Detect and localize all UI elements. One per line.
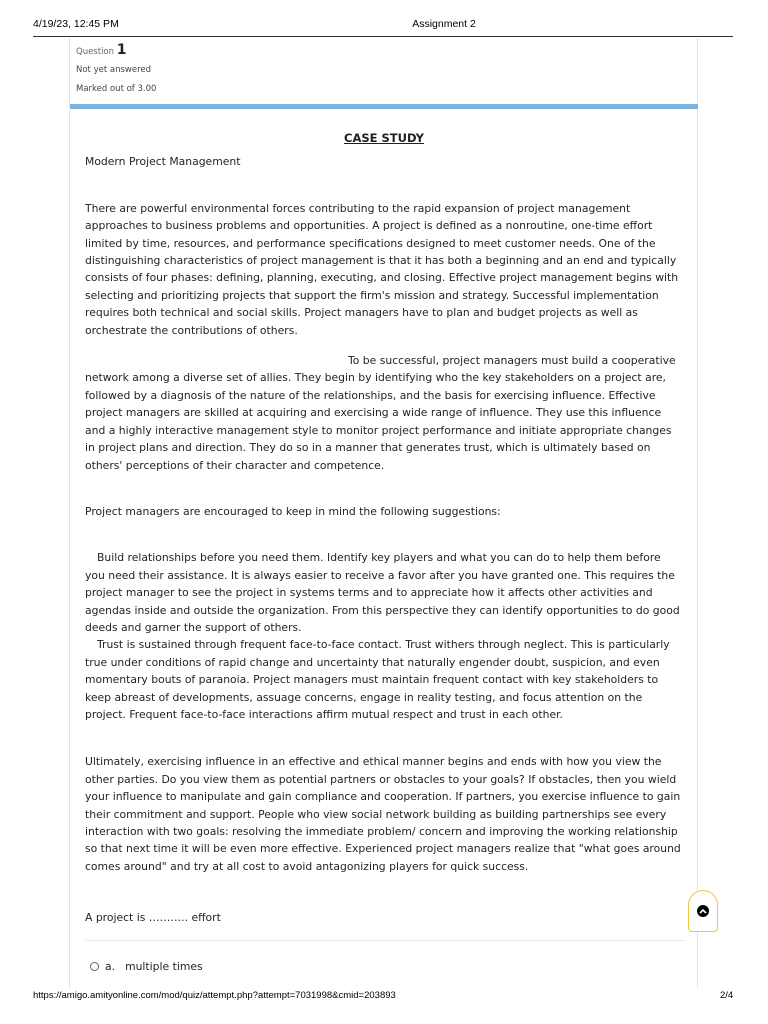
print-page-number: 2/4 xyxy=(720,990,734,1001)
question-prompt: A project is ……….. effort xyxy=(85,911,221,924)
case-paragraph: Ultimately, exercising influence in an effective and ethical manner begins and ends with how you view the other parties. Do you view them as potential partners or obstacles to your goals? If obstacles, then you wield your influence to manipulate and gain compliance and cooperation. If partners, you exercise influence to gain their commitment and support. People who view social network building as building partnerships see every interaction with two goals: resolving the immediate problem/ concern and improving the working relationship so that next time it will be even more effective. Experienced project managers realize that "what goes around comes around" and try at all cost to avoid antagonizing players for quick success. xyxy=(85,755,681,873)
content-right-border xyxy=(697,38,698,988)
question-number: 1 xyxy=(116,42,127,58)
question-info xyxy=(76,42,156,94)
question-label: Question xyxy=(76,47,115,57)
question-divider xyxy=(85,940,685,941)
header-rule xyxy=(33,36,733,37)
case-study-content xyxy=(85,118,683,875)
question-marks: Marked out of 3.00 xyxy=(76,84,157,94)
question-number-line xyxy=(76,42,156,60)
case-paragraph: Project managers are encouraged to keep in mind the following suggestions: xyxy=(85,504,501,518)
print-date: 4/19/23, 12:45 PM xyxy=(33,18,119,30)
print-title: Assignment 2 xyxy=(412,18,476,30)
info-left-border xyxy=(69,38,70,106)
scroll-to-top-button[interactable] xyxy=(688,890,718,932)
case-paragraph: Build relationships before you need them. Identify key players and what you can do to help them before you need their assistance. It is always easier to receive a favor after you have granted one. This requires the project manager to see the project in systems terms and to appreciate how it affects other activities and agendas inside and outside the organization. From this perspective they can identify opportunities to do good deeds and garner the support of others. xyxy=(85,551,680,634)
question-status: Not yet answered xyxy=(76,65,152,75)
case-study-title: CASE STUDY xyxy=(344,131,424,145)
answer-option-a[interactable] xyxy=(90,960,203,973)
case-study-subtitle: Modern Project Management xyxy=(85,155,241,169)
radio-button[interactable] xyxy=(90,962,99,971)
option-text: multiple times xyxy=(125,960,203,973)
option-letter: a. xyxy=(105,960,116,973)
case-paragraph: There are powerful environmental forces contributing to the rapid expansion of project management approaches to business problems and opportunities. A project is defined as a nonroutine, one-time effort limited by time, resources, and performance specifications designed to meet customer needs. One of the distinguishing characteristics of project management is that it has both a beginning and an end and typically consists of four phases: defining, planning, executing, and closing. Effective project management begins with selecting and prioritizing projects that support the firm's mission and strategy. Successful implementation requires both technical and social skills. Project managers have to plan and budget projects as well as orchestrate the contributions of others. xyxy=(85,201,679,337)
case-paragraph: To be successful, project managers must build a cooperative network among a diverse set of allies. They begin by identifying who the key stakeholders on a project are, followed by a diagnosis of the nature of the relationships, and the basis for exercising influence. Effective project managers are skilled at acquiring and exercising a wide range of influence. They use this influence and a highly interactive management style to monitor project performance and initiate appropriate changes in project plans and direction. They do so in a manner that generates trust, which is ultimately based on others' perceptions of their character and competence. xyxy=(85,354,676,472)
chevron-up-icon xyxy=(697,905,709,917)
print-header xyxy=(0,0,768,36)
question-accent-bar xyxy=(70,104,698,109)
print-url: https://amigo.amityonline.com/mod/quiz/attempt.php?attempt=7031998&cmid=203893 xyxy=(33,990,396,1001)
content-left-border xyxy=(69,110,70,988)
case-paragraph: Trust is sustained through frequent face-to-face contact. Trust withers through neglect. This is particularly true under conditions of rapid change and uncertainty that naturally engender doubt, suspicion, and even momentary bouts of paranoia. Project managers must maintain frequent contact with key stakeholders to keep abreast of developments, assuage concerns, engage in reality testing, and focus attention on the project. Frequent face-to-face interactions affirm mutual respect and trust in each other. xyxy=(85,638,670,721)
